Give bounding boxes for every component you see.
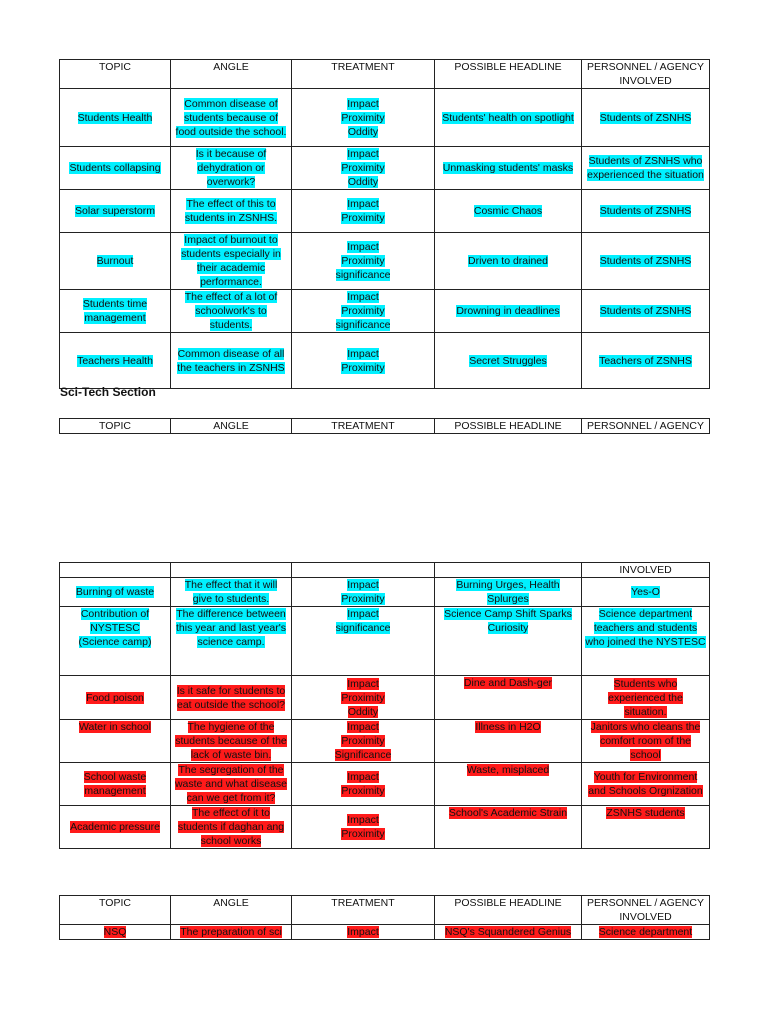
header-personnel: PERSONNEL / AGENCY INVOLVED	[582, 60, 710, 89]
topic-cell: Water in school	[79, 721, 151, 733]
headline-cell: Drowning in deadlines	[456, 305, 560, 317]
table-row	[60, 290, 710, 333]
headline-cell: School's Academic Strain	[448, 807, 568, 819]
treatment-cell: Impact Proximity significance	[335, 241, 391, 281]
angle-cell: The hygiene of the students because of the lack of waste bin.	[175, 721, 287, 761]
angle-cell: Common disease of students because of food outside the school.	[175, 97, 287, 138]
header-treatment: TREATMENT	[292, 896, 435, 925]
topic-cell: NSQ	[103, 926, 127, 938]
table-row	[60, 925, 710, 940]
treatment-cell: Impact Proximity	[341, 814, 385, 840]
topic-cell: Students time management	[82, 298, 148, 324]
angle-cell: The preparation of sci	[180, 926, 282, 938]
treatment-cell: Impact significance	[335, 608, 391, 634]
treatment-cell: Impact	[347, 926, 379, 938]
topic-cell: Students Health	[77, 111, 153, 124]
header-personnel: PERSONNEL / AGENCY	[582, 419, 710, 434]
angle-cell: The effect of it to students if daghan ang school works	[177, 807, 285, 847]
table-header-row	[60, 419, 710, 434]
angle-cell: Is it because of dehydration or overwork?	[195, 148, 267, 188]
angle-cell: The segregation of the waste and what disease can we get from it?	[174, 764, 288, 804]
table-row	[60, 333, 710, 389]
header-angle: ANGLE	[171, 419, 292, 434]
personnel-cell: Teachers of ZSNHS	[599, 354, 692, 367]
headline-cell: Illness in H2O	[475, 721, 541, 733]
table-row	[60, 763, 710, 806]
personnel-cell: Students who experienced the situation.	[608, 677, 683, 718]
headline-cell: Secret Struggles	[469, 354, 547, 367]
header-topic: TOPIC	[60, 60, 171, 89]
header-angle: ANGLE	[171, 60, 292, 89]
header-topic: TOPIC	[60, 419, 171, 434]
table-row	[60, 147, 710, 190]
table-row	[60, 720, 710, 763]
table-row	[60, 89, 710, 147]
headline-cell: Waste, misplaced	[466, 764, 550, 776]
personnel-cell: ZSNHS students	[606, 807, 685, 819]
header-angle: ANGLE	[171, 896, 292, 925]
header-personnel: PERSONNEL / AGENCY INVOLVED	[582, 896, 710, 925]
topic-cell: Burnout	[96, 255, 134, 267]
angle-cell: Common disease of all the teachers in ZSNHS	[177, 347, 285, 374]
topic-cell: Students collapsing	[69, 162, 161, 174]
table-row	[60, 578, 710, 607]
topic-cell: School waste management	[83, 771, 147, 797]
treatment-cell: Impact Proximity Oddity	[341, 97, 385, 138]
table-header-row	[60, 60, 710, 89]
angle-cell: The effect of a lot of schoolwork's to students.	[184, 291, 278, 331]
angle-cell: Is it safe for students to eat outside the school?	[176, 684, 286, 711]
angle-cell: The effect of this to students in ZSNHS.	[184, 198, 278, 224]
table-row	[60, 233, 710, 290]
topics-table-nsq	[59, 895, 710, 940]
topics-table-scitech	[59, 562, 710, 849]
personnel-cell: Students of ZSNHS	[599, 255, 692, 267]
table-row	[60, 676, 710, 720]
topic-cell: Solar superstorm	[75, 205, 155, 217]
headline-cell: Science Camp Shift Sparks Curiosity	[444, 608, 572, 634]
treatment-cell: Impact Proximity Oddity	[341, 677, 385, 718]
headline-cell: Unmasking students' masks	[442, 162, 574, 174]
personnel-cell: Janitors who cleans the comfort room of the school	[590, 721, 701, 761]
section-title: Sci-Tech Section	[60, 385, 156, 399]
headline-cell: Driven to drained	[468, 255, 548, 267]
personnel-cell: Science department teachers and students who joined the NYSTESC	[585, 608, 706, 648]
table-header-row	[60, 896, 710, 925]
treatment-cell: Impact Proximity Significance	[334, 721, 392, 761]
angle-cell: The effect that it will give to students.	[184, 579, 278, 605]
header-treatment: TREATMENT	[292, 60, 435, 89]
personnel-cell: Students of ZSNHS	[599, 205, 692, 217]
topic-cell: Academic pressure	[70, 821, 160, 833]
personnel-cell: Students of ZSNHS	[599, 111, 692, 124]
table-row	[60, 607, 710, 676]
angle-cell: Impact of burnout to students especially in their academic performance.	[181, 234, 281, 288]
topic-cell: Food poison	[86, 691, 144, 704]
header-topic: TOPIC	[60, 896, 171, 925]
header-headline: POSSIBLE HEADLINE	[435, 896, 582, 925]
table-row	[60, 190, 710, 233]
treatment-cell: Impact Proximity Oddity	[341, 148, 385, 188]
treatment-cell: Impact Proximity	[341, 198, 385, 224]
table-row	[60, 806, 710, 849]
header-headline: POSSIBLE HEADLINE	[435, 60, 582, 89]
personnel-cell: Students of ZSNHS who experienced the situation	[587, 155, 704, 181]
personnel-cell: Students of ZSNHS	[599, 305, 692, 317]
personnel-cell: Yes-O	[631, 586, 660, 598]
topics-table-scitech-header	[59, 418, 710, 434]
treatment-cell: Impact Proximity	[341, 347, 385, 374]
headline-cell: Dine and Dash-ger	[463, 677, 553, 689]
topic-cell: Contribution of NYSTESC (Science camp)	[78, 608, 152, 648]
header-headline: POSSIBLE HEADLINE	[435, 419, 582, 434]
table-header-row	[60, 563, 710, 578]
headline-cell: NSQ's Squandered Genius	[444, 926, 572, 938]
angle-cell: The difference between this year and last year's science camp.	[176, 608, 286, 648]
topic-cell: Teachers Health	[77, 354, 153, 367]
headline-cell: Cosmic Chaos	[473, 205, 543, 217]
headline-cell: Students' health on spotlight	[442, 111, 574, 124]
header-personnel-continued: INVOLVED	[582, 563, 710, 578]
topics-table-health	[59, 59, 710, 389]
header-treatment: TREATMENT	[292, 419, 435, 434]
treatment-cell: Impact Proximity	[341, 771, 385, 797]
headline-cell: Burning Urges, Health Splurges	[456, 579, 560, 605]
personnel-cell: Science department	[598, 926, 693, 938]
topic-cell: Burning of waste	[75, 586, 155, 598]
treatment-cell: Impact Proximity significance	[335, 291, 391, 331]
treatment-cell: Impact Proximity	[341, 579, 385, 605]
personnel-cell: Youth for Environment and Schools Orgnization	[588, 771, 703, 797]
